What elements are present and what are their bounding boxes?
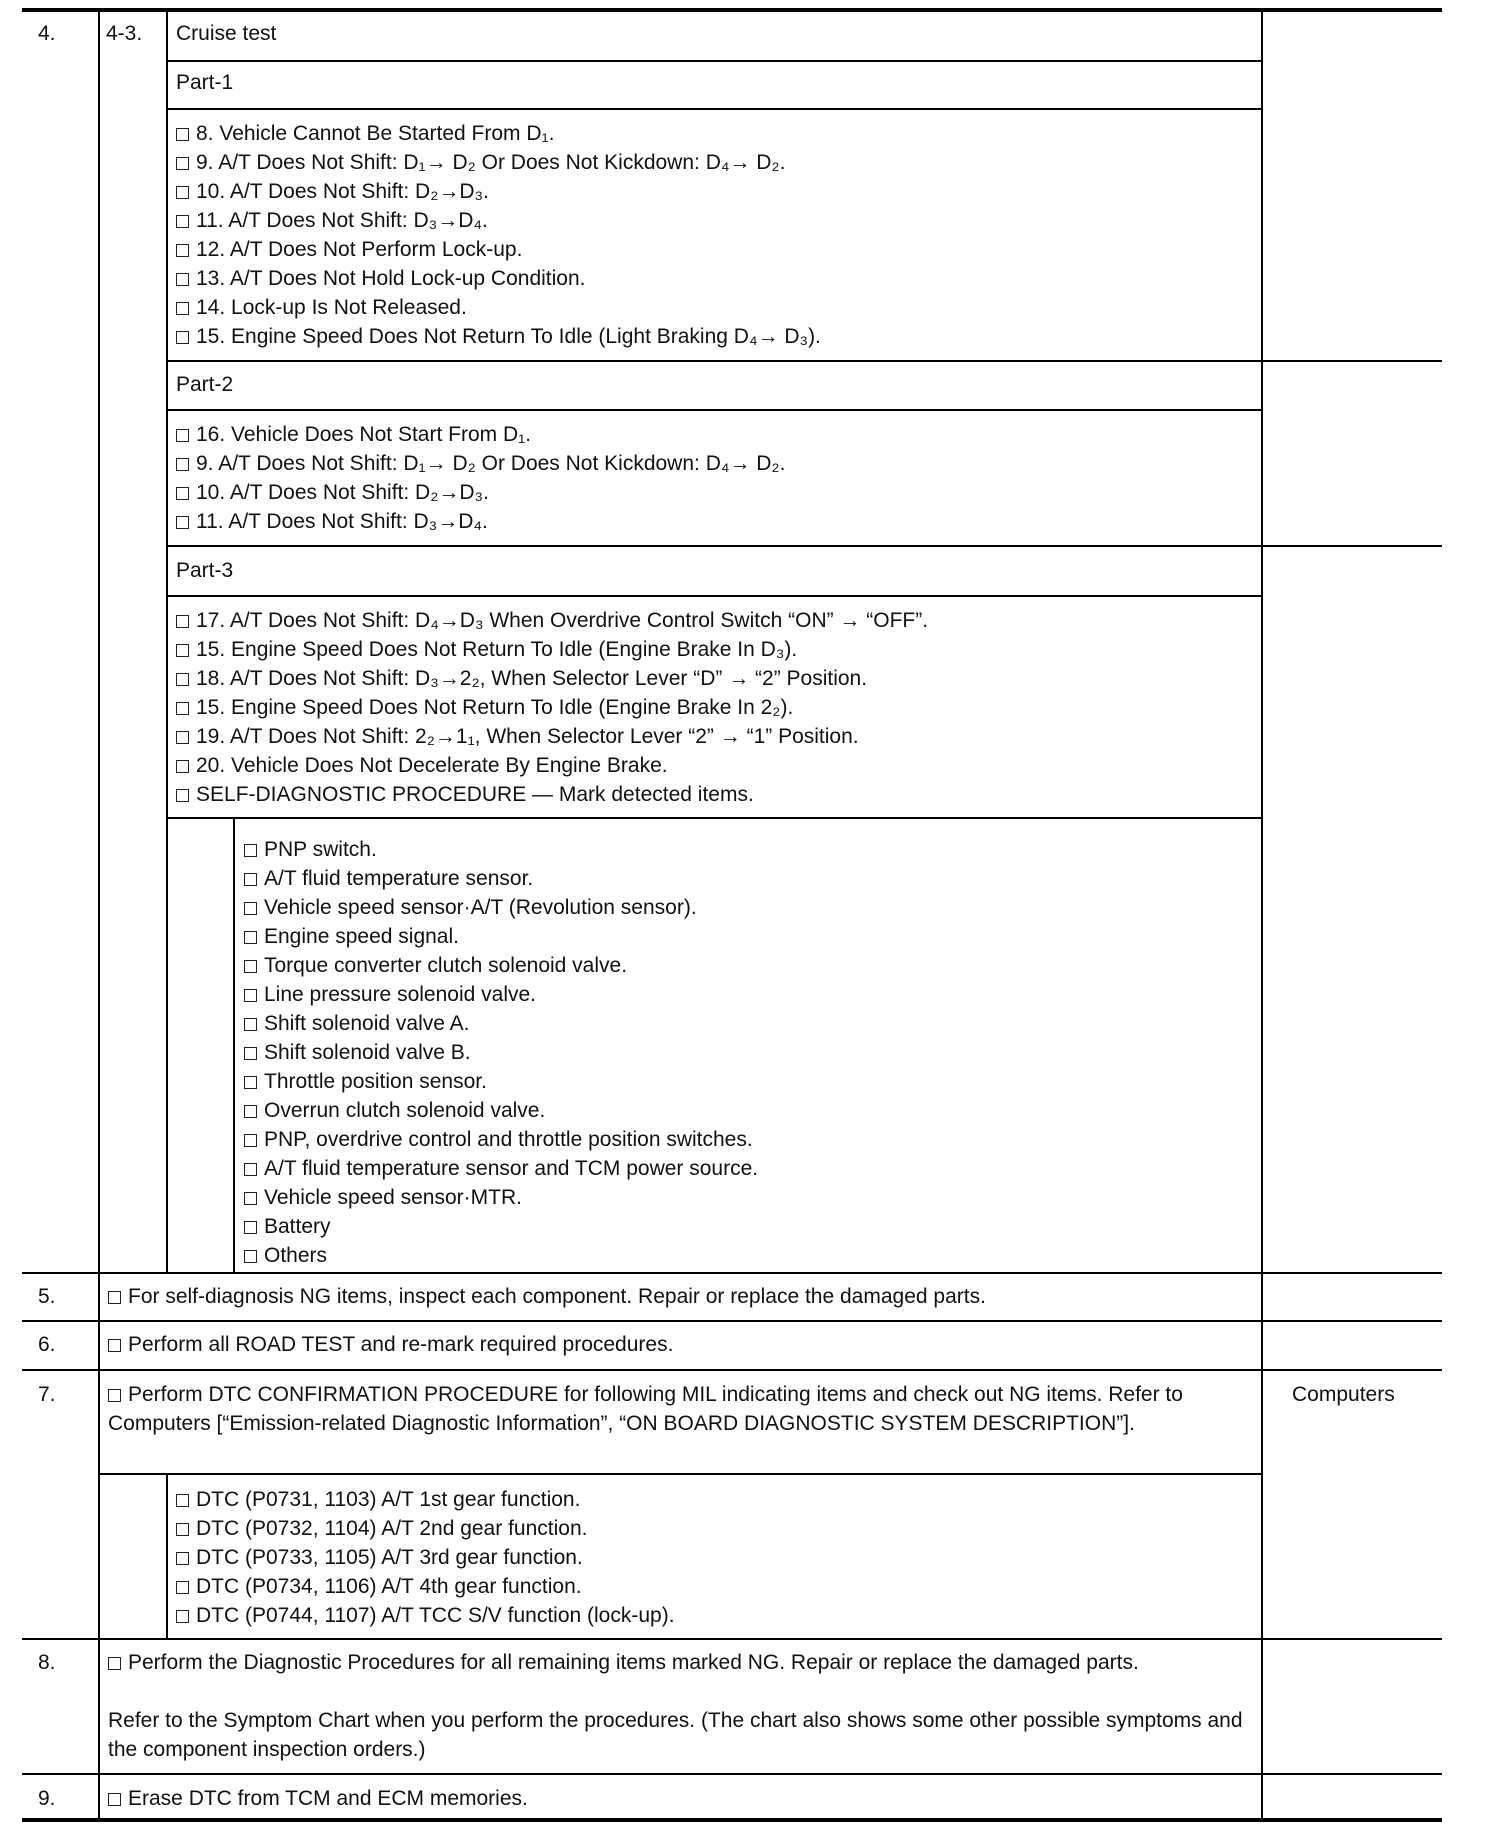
checklist-item[interactable]: 16. Vehicle Does Not Start From D₁.	[176, 420, 785, 449]
checklist-item[interactable]: DTC (P0744, 1107) A/T TCC S/V function (lock-up).	[176, 1601, 675, 1630]
checklist-item[interactable]: 11. A/T Does Not Shift: D₃→D₄.	[176, 507, 785, 536]
checklist-item[interactable]: Overrun clutch solenoid valve.	[244, 1096, 758, 1125]
checklist-item[interactable]: DTC (P0731, 1103) A/T 1st gear function.	[176, 1485, 675, 1514]
checklist-item[interactable]: Erase DTC from TCM and ECM memories.	[108, 1784, 528, 1813]
checkbox-icon[interactable]	[176, 157, 189, 170]
checkbox-icon[interactable]	[108, 1657, 121, 1670]
checklist-item[interactable]: Perform all ROAD TEST and re-mark required procedures.	[108, 1330, 673, 1359]
checkbox-icon[interactable]	[244, 844, 257, 857]
part-2-label: Part-2	[176, 373, 234, 396]
self-diagnostic-list	[244, 835, 758, 1270]
checkbox-icon[interactable]	[176, 644, 189, 657]
checklist-item[interactable]: Torque converter clutch solenoid valve.	[244, 951, 758, 980]
rule	[166, 60, 1262, 62]
checklist-item[interactable]: 13. A/T Does Not Hold Lock-up Condition.	[176, 264, 821, 293]
checklist-item[interactable]: Perform the Diagnostic Procedures for all remaining items marked NG. Repair or replace the damaged parts.	[108, 1648, 1256, 1677]
checklist-item[interactable]: 14. Lock-up Is Not Released.	[176, 293, 821, 322]
checklist-item[interactable]: A/T fluid temperature sensor and TCM power source.	[244, 1154, 758, 1183]
instruction-text: Refer to the Symptom Chart when you perform the procedures. (The chart also shows some other possible symptoms and the component inspection orders.)	[108, 1709, 1243, 1761]
checkbox-icon[interactable]	[108, 1339, 121, 1352]
checkbox-icon[interactable]	[244, 1192, 257, 1205]
checkbox-icon[interactable]	[244, 1047, 257, 1060]
rule	[166, 108, 1262, 110]
checkbox-icon[interactable]	[176, 128, 189, 141]
checklist-item[interactable]: Shift solenoid valve B.	[244, 1038, 758, 1067]
checkbox-icon[interactable]	[176, 429, 189, 442]
checklist-item[interactable]: DTC (P0733, 1105) A/T 3rd gear function.	[176, 1543, 675, 1572]
checklist-item[interactable]: DTC (P0732, 1104) A/T 2nd gear function.	[176, 1514, 675, 1543]
checkbox-icon[interactable]	[176, 731, 189, 744]
checkbox-icon[interactable]	[244, 1105, 257, 1118]
part-3-list	[176, 606, 928, 809]
checkbox-icon[interactable]	[176, 331, 189, 344]
checklist-item[interactable]: 12. A/T Does Not Perform Lock-up.	[176, 235, 821, 264]
checkbox-icon[interactable]	[176, 516, 189, 529]
checklist-item[interactable]: 11. A/T Does Not Shift: D₃→D₄.	[176, 206, 821, 235]
part-2-list	[176, 420, 785, 536]
checklist-item[interactable]: 17. A/T Does Not Shift: D₄→D₃ When Overdrive Control Switch “ON” → “OFF”.	[176, 606, 928, 635]
checklist-item[interactable]: Engine speed signal.	[244, 922, 758, 951]
checkbox-icon[interactable]	[176, 302, 189, 315]
checkbox-icon[interactable]	[176, 244, 189, 257]
dtc-list	[176, 1485, 675, 1630]
checkbox-icon[interactable]	[244, 902, 257, 915]
checkbox-icon[interactable]	[244, 960, 257, 973]
checklist-item[interactable]: Battery	[244, 1212, 758, 1241]
row-separator	[22, 1320, 1442, 1322]
checkbox-icon[interactable]	[108, 1793, 121, 1806]
row-separator	[22, 1638, 1442, 1640]
checkbox-icon[interactable]	[244, 989, 257, 1002]
checkbox-icon[interactable]	[108, 1291, 121, 1304]
checklist-item[interactable]: A/T fluid temperature sensor.	[244, 864, 758, 893]
checkbox-icon[interactable]	[244, 1250, 257, 1263]
row-number: 7.	[38, 1383, 56, 1406]
bottom-border	[22, 1818, 1442, 1822]
checkbox-icon[interactable]	[176, 186, 189, 199]
checklist-item[interactable]: PNP, overdrive control and throttle position switches.	[244, 1125, 758, 1154]
checklist-item[interactable]: SELF-DIAGNOSTIC PROCEDURE — Mark detected items.	[176, 780, 928, 809]
rule	[98, 1473, 1262, 1475]
part-1-label: Part-1	[176, 71, 234, 94]
rule	[166, 360, 1442, 362]
checklist-item[interactable]: 20. Vehicle Does Not Decelerate By Engine Brake.	[176, 751, 928, 780]
section-title: Cruise test	[176, 22, 277, 45]
checkbox-icon[interactable]	[176, 458, 189, 471]
row-number: 5.	[38, 1285, 56, 1308]
checkbox-icon[interactable]	[176, 1552, 189, 1565]
row-separator	[22, 1773, 1442, 1775]
checkbox-icon[interactable]	[176, 702, 189, 715]
reference-link[interactable]: Computers	[1292, 1383, 1395, 1406]
checklist-item[interactable]: 19. A/T Does Not Shift: 2₂→1₁, When Selector Lever “2” → “1” Position.	[176, 722, 928, 751]
checkbox-icon[interactable]	[176, 1610, 189, 1623]
checklist-item[interactable]: 9. A/T Does Not Shift: D₁→ D₂ Or Does Not Kickdown: D₄→ D₂.	[176, 449, 785, 478]
checkbox-icon[interactable]	[176, 673, 189, 686]
checklist-item[interactable]: Vehicle speed sensor·A/T (Revolution sensor).	[244, 893, 758, 922]
row-number: 8.	[38, 1651, 56, 1674]
col-divider-2	[166, 10, 168, 1272]
col-divider-1	[98, 10, 100, 1820]
checklist-item[interactable]: PNP switch.	[244, 835, 758, 864]
rule	[166, 595, 1262, 597]
checkbox-icon[interactable]	[244, 1163, 257, 1176]
row-number: 9.	[38, 1787, 56, 1810]
checkbox-icon[interactable]	[244, 1018, 257, 1031]
checklist-item[interactable]: 15. Engine Speed Does Not Return To Idle (Engine Brake In 2₂).	[176, 693, 928, 722]
checklist-item[interactable]: Throttle position sensor.	[244, 1067, 758, 1096]
sub-step-number: 4-3.	[106, 22, 143, 45]
checkbox-icon[interactable]	[176, 273, 189, 286]
rule	[166, 817, 1262, 819]
checkbox-icon[interactable]	[244, 1221, 257, 1234]
checkbox-icon[interactable]	[244, 931, 257, 944]
checkbox-icon[interactable]	[176, 215, 189, 228]
checkbox-icon[interactable]	[176, 1581, 189, 1594]
checklist-item[interactable]: DTC (P0734, 1106) A/T 4th gear function.	[176, 1572, 675, 1601]
checkbox-icon[interactable]	[108, 1389, 121, 1402]
checkbox-icon[interactable]	[244, 873, 257, 886]
checkbox-icon[interactable]	[244, 1076, 257, 1089]
checklist-item[interactable]: Vehicle speed sensor·MTR.	[244, 1183, 758, 1212]
checklist-item[interactable]: 10. A/T Does Not Shift: D₂→D₃.	[176, 177, 821, 206]
row-separator	[22, 1272, 1442, 1274]
checklist-item[interactable]: Others	[244, 1241, 758, 1270]
row-number: 6.	[38, 1333, 56, 1356]
checklist-item[interactable]: 15. Engine Speed Does Not Return To Idle (Light Braking D₄→ D₃).	[176, 322, 821, 351]
checkbox-icon[interactable]	[176, 789, 189, 802]
top-border	[22, 8, 1442, 12]
checklist-item[interactable]: Line pressure solenoid valve.	[244, 980, 758, 1009]
checklist-item[interactable]: Shift solenoid valve A.	[244, 1009, 758, 1038]
dtc-divider	[166, 1473, 168, 1638]
checklist-item[interactable]: Perform DTC CONFIRMATION PROCEDURE for following MIL indicating items and check out NG items. Refer to Computers [“Emission-related Diagnostic Information”, “ON BOARD DIAGNOSTIC SYSTEM DESCRIPTION”].	[108, 1383, 1183, 1435]
checklist-item[interactable]: 18. A/T Does Not Shift: D₃→2₂, When Selector Lever “D” → “2” Position.	[176, 664, 928, 693]
row-separator	[22, 1369, 1442, 1371]
checklist-item[interactable]: 9. A/T Does Not Shift: D₁→ D₂ Or Does Not Kickdown: D₄→ D₂.	[176, 148, 821, 177]
row-number: 4.	[38, 22, 56, 45]
part-3-label: Part-3	[176, 559, 234, 582]
selfdiag-divider	[233, 817, 235, 1272]
checkbox-icon[interactable]	[176, 1494, 189, 1507]
checklist-item[interactable]: 10. A/T Does Not Shift: D₂→D₃.	[176, 478, 785, 507]
checkbox-icon[interactable]	[176, 760, 189, 773]
rule	[166, 545, 1442, 547]
rule	[166, 409, 1262, 411]
checklist-item[interactable]: 15. Engine Speed Does Not Return To Idle (Engine Brake In D₃).	[176, 635, 928, 664]
checkbox-icon[interactable]	[176, 487, 189, 500]
checkbox-icon[interactable]	[176, 615, 189, 628]
checkbox-icon[interactable]	[176, 1523, 189, 1536]
col-divider-ref	[1261, 10, 1263, 1820]
checklist-item[interactable]: 8. Vehicle Cannot Be Started From D₁.	[176, 119, 821, 148]
part-1-list	[176, 119, 821, 351]
checklist-item[interactable]: For self-diagnosis NG items, inspect each component. Repair or replace the damaged parts.	[108, 1282, 986, 1311]
checkbox-icon[interactable]	[244, 1134, 257, 1147]
